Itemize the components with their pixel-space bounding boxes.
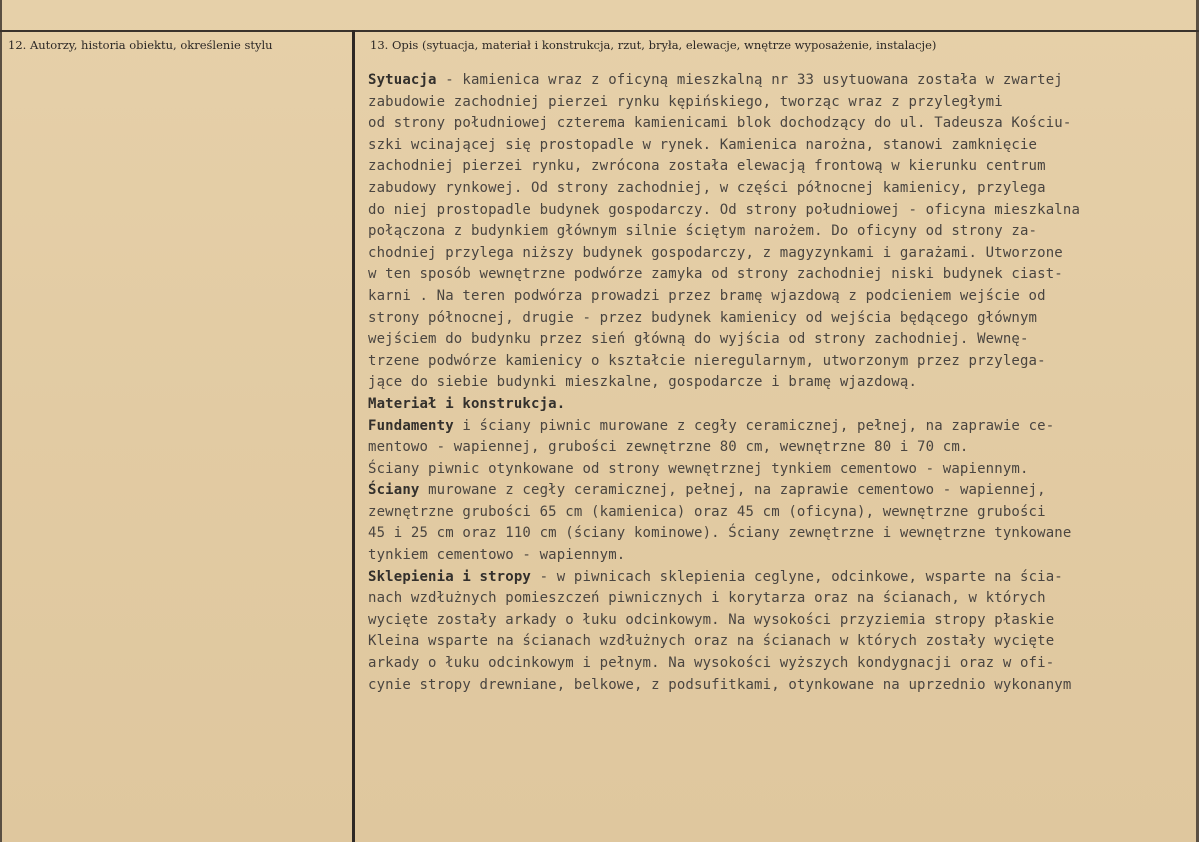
text-line [368,675,1190,697]
text-line [368,200,1190,222]
section-heading: Sklepienia i stropy [368,568,531,585]
line-text: arkady o łuku odcinkowym i pełnym. Na wysokości wyższych kondygnacji oraz w ofi- [368,655,1055,672]
column-divider [352,30,355,842]
line-text: Ściany piwnic otynkowane od strony wewnętrznej tynkiem cementowo - wapiennym. [368,460,1029,477]
text-line [368,394,1190,416]
line-text: - w piwnicach sklepienia ceglyne, odcinkowe, wsparte na ścia- [531,568,1063,585]
section-heading: Fundamenty [368,417,454,434]
text-line [368,308,1190,330]
section-heading: Sytuacja [368,72,437,88]
line-text: - kamienica wraz z oficyną mieszkalną nr 33 usytuowana została w zwartej [436,72,1063,88]
text-line [368,156,1190,178]
top-rule [0,30,1199,32]
section-heading: Materiał i konstrukcja. [368,395,566,412]
text-line [368,588,1190,610]
line-text: chodniej przylega niższy budynek gospodarczy, z magyzynkami i garażami. Utworzone [368,244,1063,261]
line-text: szki wcinającej się prostopadle w rynek. Kamienica narożna, stanowi zamknięcie [368,136,1038,153]
text-line [368,329,1190,351]
text-line [368,480,1190,502]
line-text: murowane z cegły ceramicznej, pełnej, na zaprawie cementowo - wapiennej, [419,482,1046,499]
text-line [368,631,1190,653]
line-text: 45 i 25 cm oraz 110 cm (ściany kominowe). Ściany zewnętrzne i wewnętrzne tynkowane [368,525,1072,542]
text-line [368,502,1190,524]
line-text: w ten sposób wewnętrzne podwórze zamyka od strony zachodniej niski budynek ciast- [368,266,1063,283]
field-label-authors-history: 12. Autorzy, historia obiektu, określenie stylu [8,38,273,52]
line-text: jące do siebie budynki mieszkalne, gospodarcze i bramę wjazdową. [368,374,918,391]
text-line [368,264,1190,286]
line-text: zabudowie zachodniej pierzei rynku kępińskiego, tworząc wraz z przyległymi [368,93,1003,110]
line-text: nach wzdłużnych pomieszczeń piwnicznych i korytarza oraz na ścianach, w których [368,590,1046,607]
text-line [368,545,1190,567]
text-line [368,351,1190,373]
description-body [368,70,1190,696]
line-text: i ściany piwnic murowane z cegły ceramicznej, pełnej, na zaprawie ce- [453,417,1055,434]
line-text: wejściem do budynku przez sień główną do wyjścia od strony zachodniej. Wewnę- [368,331,1029,348]
text-line [368,437,1190,459]
line-text: strony północnej, drugie - przez budynek kamienicy od wejścia będącego głównym [368,309,1038,326]
line-text: cynie stropy drewniane, belkowe, z podsufitkami, otynkowane na uprzednio wykonanym [368,676,1072,693]
line-text: połączona z budynkiem głównym silnie ściętym narożem. Do oficyny od strony za- [368,223,1038,240]
line-text: do niej prostopadle budynek gospodarczy. Od strony południowej - oficyna mieszkalna [368,201,1081,218]
line-text: trzene podwórze kamienicy o kształcie nieregularnym, utworzonym przez przylega- [368,352,1046,369]
text-line [368,567,1190,589]
text-line [368,243,1190,265]
text-line [368,113,1190,135]
text-line [368,221,1190,243]
text-line [368,135,1190,157]
line-text: zachodniej pierzei rynku, zwrócona została elewacją frontową w kierunku centrum [368,158,1046,175]
text-line [368,92,1190,114]
text-line [368,416,1190,438]
text-line [368,372,1190,394]
line-text: zewnętrzne grubości 65 cm (kamienica) oraz 45 cm (oficyna), wewnętrzne grubości [368,503,1046,520]
line-text: mentowo - wapiennej, grubości zewnętrzne 80 cm, wewnętrzne 80 i 70 cm. [368,439,969,456]
text-line [368,286,1190,308]
line-text: od strony południowej czterema kamienicami blok dochodzący do ul. Tadeusza Kościu- [368,115,1072,132]
text-line [368,178,1190,200]
section-heading: Ściany [368,482,420,499]
text-line [368,70,1190,92]
left-edge-border [0,0,2,842]
line-text: wycięte zostały arkady o łuku odcinkowym. Na wysokości przyziemia stropy płaskie [368,611,1055,628]
text-line [368,523,1190,545]
text-line [368,610,1190,632]
line-text: zabudowy rynkowej. Od strony zachodniej, w części północnej kamienicy, przylega [368,179,1046,196]
line-text: Kleina wsparte na ścianach wzdłużnych oraz na ścianach w których zostały wycięte [368,633,1055,650]
text-line [368,459,1190,481]
field-label-description: 13. Opis (sytuacja, materiał i konstrukcja, rzut, bryła, elewacje, wnętrze wyposażenie, instalacje) [370,38,937,52]
text-line [368,653,1190,675]
line-text: tynkiem cementowo - wapiennym. [368,547,626,564]
line-text: karni . Na teren podwórza prowadzi przez bramę wjazdową z podcieniem wejście od [368,287,1046,304]
